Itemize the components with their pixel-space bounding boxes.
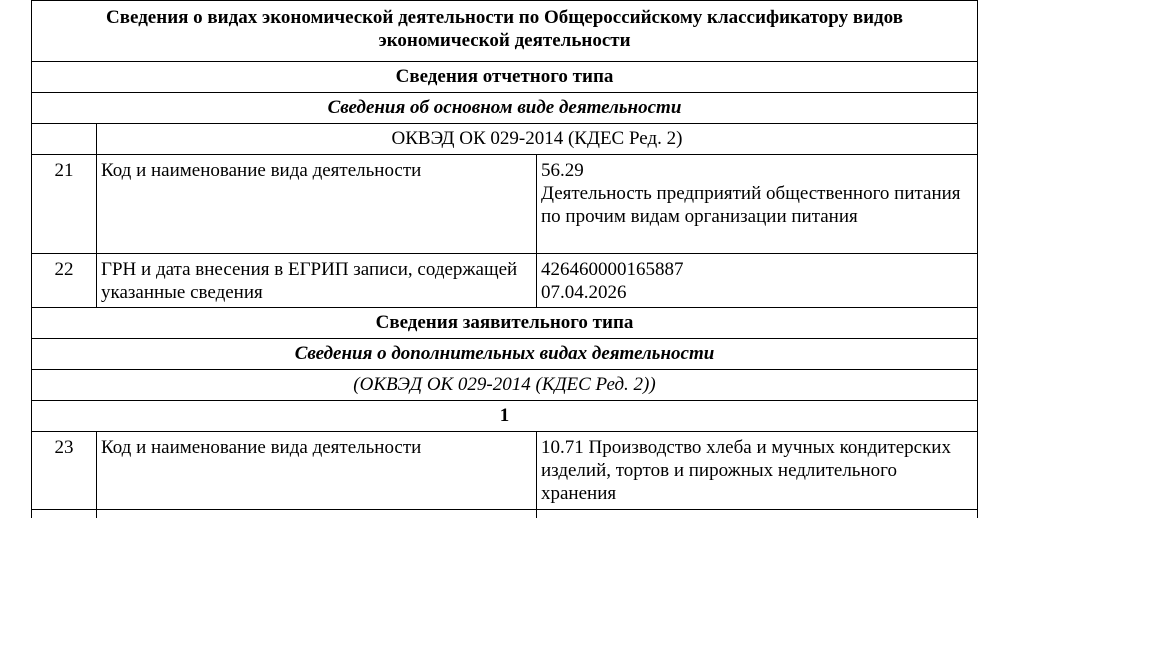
row-label: Код и наименование вида деятельности: [97, 432, 537, 510]
entry-date: 07.04.2026: [541, 282, 627, 303]
main-activity-title-row: [32, 93, 978, 124]
row-value: 10.71 Производство хлеба и мучных кондитерских изделий, тортов и пирожных недлительного хранения: [537, 432, 978, 510]
empty-cell: [32, 124, 97, 155]
row-number: 22: [32, 254, 97, 308]
classifier-row: [32, 124, 978, 155]
additional-classifier-label: (ОКВЭД ОК 029-2014 (КДЕС Ред. 2)): [32, 370, 978, 401]
egrip-extract-table: [31, 0, 977, 518]
row-label: Код и наименование вида деятельности: [97, 155, 537, 254]
empty-cell: [32, 510, 97, 519]
row-value: [537, 254, 978, 308]
additional-classifier-row: [32, 370, 978, 401]
declarative-type-title: Сведения заявительного типа: [32, 308, 978, 339]
row-number: 21: [32, 155, 97, 254]
continuation-row: [32, 510, 978, 519]
section-title: Сведения о видах экономической деятельности по Общероссийскому классификатору видов экономической деятельности: [32, 1, 978, 62]
grn-number: 426460000165887: [541, 259, 684, 280]
section-title-row: [32, 1, 978, 62]
row-value: [537, 155, 978, 254]
empty-cell: [537, 510, 978, 519]
reporting-type-title: Сведения отчетного типа: [32, 62, 978, 93]
item-number: 1: [32, 401, 978, 432]
table-row: [32, 254, 978, 308]
item-number-row: [32, 401, 978, 432]
table-row: [32, 155, 978, 254]
declarative-title-row: [32, 308, 978, 339]
activity-description: Деятельность предприятий общественного питания по прочим видам организации питания: [541, 183, 961, 227]
main-activity-title: Сведения об основном виде деятельности: [32, 93, 978, 124]
row-number: 23: [32, 432, 97, 510]
row-label: ГРН и дата внесения в ЕГРИП записи, содержащей указанные сведения: [97, 254, 537, 308]
reporting-title-row: [32, 62, 978, 93]
empty-cell: [97, 510, 537, 519]
additional-activities-title: Сведения о дополнительных видах деятельности: [32, 339, 978, 370]
activity-code: 56.29: [541, 160, 584, 181]
classifier-label: ОКВЭД ОК 029-2014 (КДЕС Ред. 2): [97, 124, 978, 155]
additional-activities-title-row: [32, 339, 978, 370]
table-row: [32, 432, 978, 510]
